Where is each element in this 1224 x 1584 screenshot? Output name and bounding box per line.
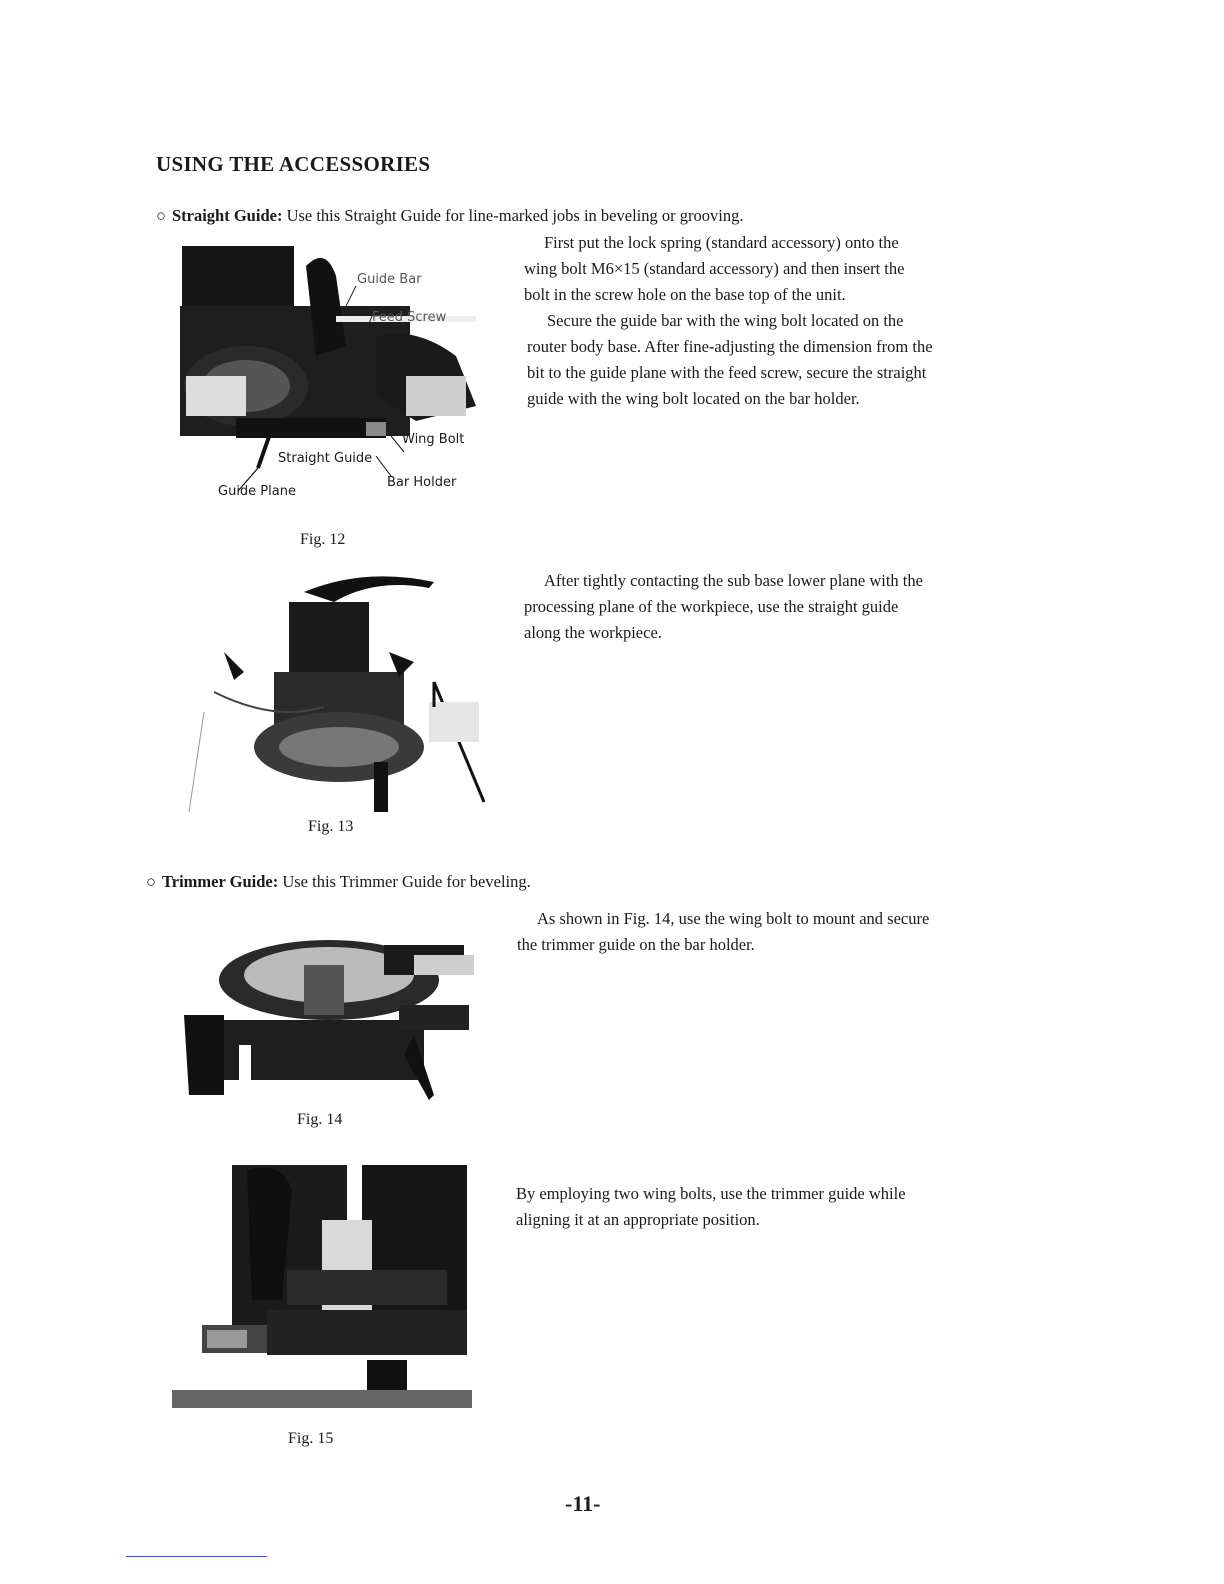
trimmer-guide-para-2 bbox=[516, 1181, 1040, 1233]
fig15-caption: Fig. 15 bbox=[288, 1430, 334, 1447]
fig13-caption: Fig. 13 bbox=[308, 818, 354, 835]
page-number: -11- bbox=[565, 1491, 601, 1516]
text-line: Secure the guide bar with the wing bolt located on the bbox=[547, 311, 904, 330]
section-heading: USING THE ACCESSORIES bbox=[156, 152, 431, 176]
bullet-circle: ○ bbox=[146, 872, 156, 891]
text-line: guide with the wing bolt located on the bar holder. bbox=[527, 389, 860, 408]
straight-guide-para-2 bbox=[527, 308, 1051, 412]
text-line: wing bolt M6×15 (standard accessory) and then insert the bbox=[524, 259, 905, 278]
text-line: along the workpiece. bbox=[524, 623, 662, 642]
fig12-label-feed-screw: Feed Screw bbox=[372, 310, 447, 325]
trimmer-guide-para-1 bbox=[517, 906, 1041, 958]
fig15-two-wing-bolts-photo bbox=[172, 1160, 472, 1410]
straight-guide-intro bbox=[156, 206, 743, 226]
straight-guide-para-3 bbox=[524, 568, 1046, 646]
fig12-label-bar-holder: Bar Holder bbox=[387, 475, 457, 490]
text-line: bit to the guide plane with the feed screw, secure the straight bbox=[527, 363, 927, 382]
fig14-caption: Fig. 14 bbox=[297, 1111, 343, 1128]
trimmer-guide-title: Trimmer Guide: bbox=[161, 872, 279, 891]
straight-guide-title: Straight Guide: bbox=[171, 206, 283, 225]
fig13-router-on-workpiece-photo bbox=[184, 572, 494, 817]
text-line: router body base. After fine-adjusting the dimension from the bbox=[527, 337, 933, 356]
straight-guide-intro-text: Use this Straight Guide for line-marked jobs in beveling or grooving. bbox=[286, 206, 744, 225]
text-line: By employing two wing bolts, use the trimmer guide while bbox=[516, 1184, 906, 1203]
text-line: After tightly contacting the sub base lower plane with the bbox=[544, 571, 923, 590]
text-line: aligning it at an appropriate position. bbox=[516, 1210, 760, 1229]
text-line: As shown in Fig. 14, use the wing bolt to mount and secure bbox=[537, 909, 930, 928]
fig12-label-guide-plane: Guide Plane bbox=[218, 484, 296, 499]
text-line: First put the lock spring (standard accessory) onto the bbox=[544, 233, 899, 252]
fig14-trimmer-guide-photo bbox=[184, 925, 474, 1100]
fig12-router-straight-guide-photo bbox=[176, 246, 496, 506]
footer-rule bbox=[126, 1556, 267, 1557]
fig12-label-wing-bolt: Wing Bolt bbox=[402, 432, 465, 447]
text-line: bolt in the screw hole on the base top of the unit. bbox=[524, 285, 846, 304]
fig12-label-straight-guide: Straight Guide bbox=[278, 451, 373, 466]
bullet-circle: ○ bbox=[156, 206, 166, 225]
text-line: processing plane of the workpiece, use the straight guide bbox=[524, 597, 899, 616]
trimmer-guide-intro bbox=[146, 872, 531, 892]
trimmer-guide-intro-text: Use this Trimmer Guide for beveling. bbox=[282, 872, 531, 891]
fig12-label-guide-bar: Guide Bar bbox=[357, 272, 422, 287]
fig12-caption: Fig. 12 bbox=[300, 531, 346, 548]
straight-guide-para-1 bbox=[524, 230, 1046, 308]
text-line: the trimmer guide on the bar holder. bbox=[517, 935, 755, 954]
